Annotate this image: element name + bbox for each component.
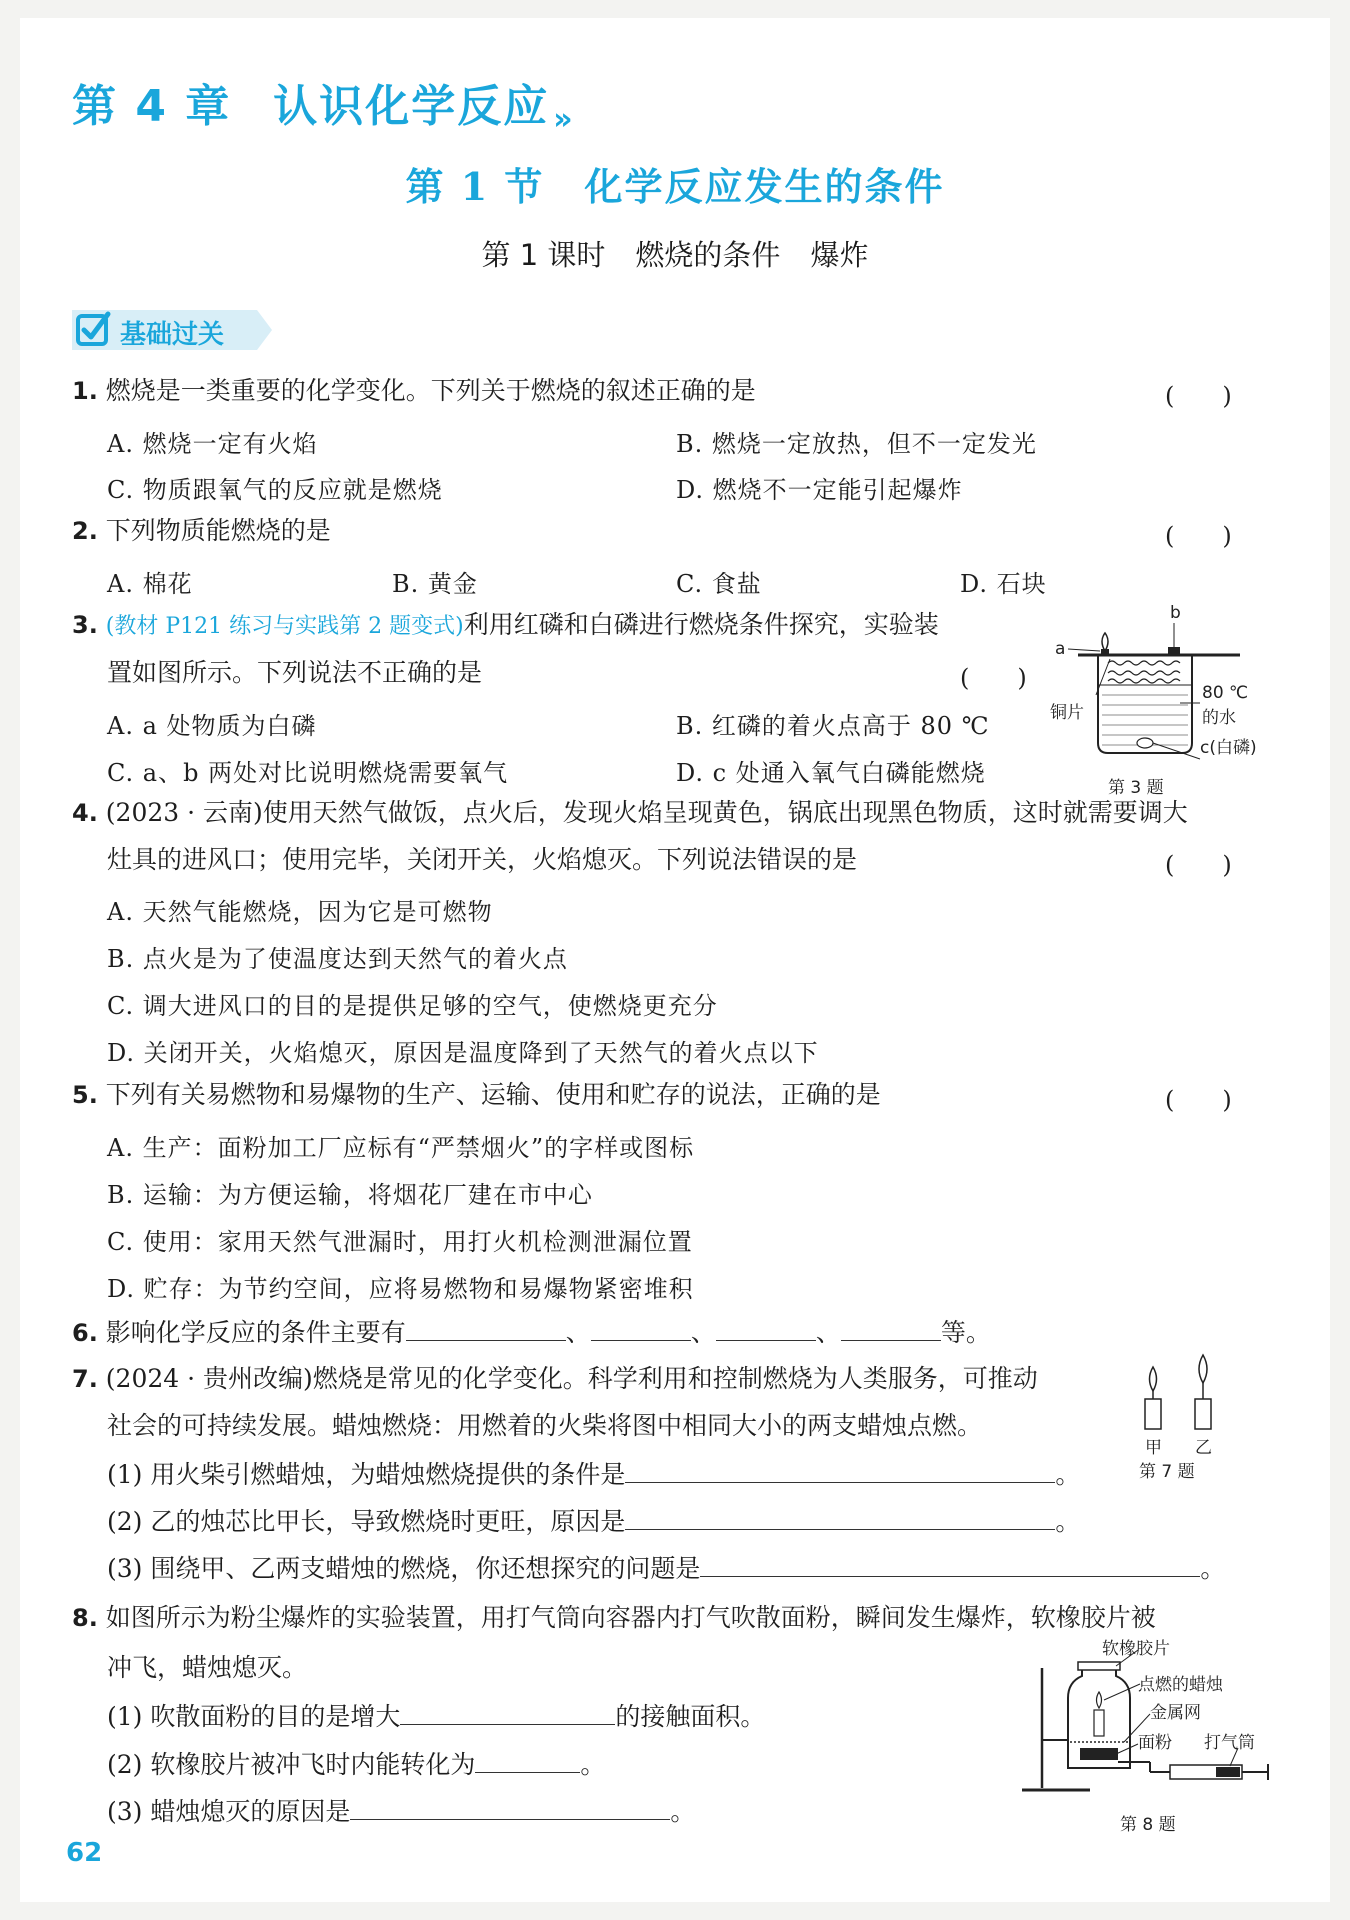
option-b: B. 燃烧一定放热，但不一定发光 [676, 430, 1037, 458]
label-a: a [1055, 639, 1066, 659]
section-heading [20, 156, 1330, 211]
figure-caption: 第 7 题 [1139, 1462, 1195, 1482]
question-5-stem [72, 1080, 881, 1110]
sub-question-text-end: 的接触面积。 [615, 1702, 766, 1731]
question-source: (教材 P121 练习与实践第 2 题变式) [105, 614, 464, 639]
period: 。 [580, 1750, 606, 1779]
question-text: 燃烧是一类重要的化学变化。下列关于燃烧的叙述正确的是 [105, 376, 756, 405]
worksheet-page [20, 18, 1330, 1902]
blank-input[interactable] [625, 1505, 1055, 1530]
page-number: 62 [66, 1838, 103, 1868]
separator: 、 [690, 1318, 716, 1347]
option-a: A. 燃烧一定有火焰 [107, 430, 318, 458]
candle-jia-icon [1145, 1367, 1161, 1429]
period: 。 [1055, 1507, 1081, 1536]
option-b: B. 黄金 [392, 570, 478, 598]
answer-paren[interactable]: ( ) [1165, 522, 1232, 550]
question-text-line2: 置如图所示。下列说法不正确的是 [107, 658, 483, 687]
sub-question-text: (1) 吹散面粉的目的是增大 [107, 1702, 401, 1731]
question-number: 8. [72, 1604, 98, 1632]
option-a: A. 天然气能燃烧，因为它是可燃物 [107, 898, 493, 926]
option-b: B. 运输：为方便运输，将烟花厂建在市中心 [107, 1181, 593, 1209]
figure-caption: 第 8 题 [1120, 1815, 1176, 1835]
sub-question-text: (3) 围绕甲、乙两支蜡烛的燃烧，你还想探究的问题是 [107, 1554, 701, 1583]
sub-question-2 [107, 1505, 1080, 1537]
question-text: 利用红磷和白磷进行燃烧条件探究，实验装 [463, 610, 939, 639]
question-text-line2: 冲飞，蜡烛熄灭。 [107, 1653, 308, 1682]
sub-question-text: (2) 乙的烛芯比甲长，导致燃烧时更旺，原因是 [107, 1507, 626, 1536]
label-lit-candle: 点燃的蜡烛 [1138, 1675, 1223, 1695]
question-number: 5. [72, 1081, 98, 1109]
lesson-title-2: 爆炸 [810, 238, 869, 272]
sub-question-1 [107, 1458, 1080, 1490]
option-d: D. 石块 [960, 570, 1047, 598]
question-text: 如图所示为粉尘爆炸的实验装置，用打气筒向容器内打气吹散面粉，瞬间发生爆炸，软橡胶片被 [105, 1603, 1156, 1632]
figure-q8-dust-explosion [1020, 1638, 1280, 1838]
answer-paren[interactable]: ( ) [960, 664, 1027, 692]
question-number: 3. [72, 611, 98, 639]
question-source: (2024 · 贵州改编) [105, 1364, 313, 1393]
section-label: 第 1 节 [405, 164, 545, 209]
sub-question-3 [107, 1552, 1225, 1584]
question-number: 6. [72, 1319, 98, 1347]
question-end: 等。 [940, 1318, 991, 1347]
option-c: C. a、b 两处对比说明燃烧需要氧气 [107, 759, 509, 787]
question-number: 2. [72, 517, 98, 545]
sub-question-text: (3) 蜡烛熄灭的原因是 [107, 1797, 351, 1826]
sub-question-3 [107, 1795, 695, 1827]
chapter-title: 认识化学反应 [273, 81, 550, 132]
question-text-line2: 社会的可持续发展。蜡烛燃烧：用燃着的火柴将图中相同大小的两支蜡烛点燃。 [107, 1411, 983, 1440]
blank-input[interactable] [700, 1552, 1200, 1577]
lesson-title-1: 燃烧的条件 [635, 238, 781, 272]
sub-question-text: (2) 软橡胶片被冲飞时内能转化为 [107, 1750, 476, 1779]
sub-question-text: (1) 用火柴引燃蜡烛，为蜡烛燃烧提供的条件是 [107, 1460, 626, 1489]
section-title: 化学反应发生的条件 [584, 164, 945, 209]
sub-question-2 [107, 1748, 605, 1780]
option-a: A. 生产：面粉加工厂应标有“严禁烟火”的字样或图标 [107, 1134, 695, 1162]
question-7-stem [72, 1364, 1038, 1394]
label-water-temp: 80 ℃ [1202, 683, 1249, 703]
period: 。 [1200, 1554, 1226, 1583]
option-b: B. 红磷的着火点高于 80 ℃ [676, 712, 990, 740]
label-metal-mesh: 金属网 [1150, 1703, 1201, 1723]
question-text: 使用天然气做饭，点火后，发现火焰呈现黄色，锅底出现黑色物质，这时就需要调大 [262, 798, 1188, 827]
sub-question-1 [107, 1700, 765, 1732]
figure-caption: 第 3 题 [1108, 778, 1164, 798]
blank-input[interactable] [591, 1316, 691, 1341]
section-badge [72, 310, 272, 350]
blank-input[interactable] [841, 1316, 941, 1341]
label-air-pump: 打气筒 [1204, 1733, 1255, 1753]
blank-input[interactable] [406, 1316, 566, 1341]
chapter-label: 第 4 章 [72, 81, 232, 132]
label-copper-plate: 铜片 [1050, 703, 1084, 723]
lesson-heading [20, 233, 1330, 274]
question-6-stem [72, 1316, 991, 1348]
label-b: b [1170, 603, 1181, 623]
question-1-stem [72, 376, 756, 406]
period: 。 [670, 1797, 696, 1826]
label-water: 的水 [1202, 708, 1236, 728]
question-text: 影响化学反应的条件主要有 [105, 1318, 406, 1347]
label-jia: 甲 [1145, 1438, 1162, 1458]
option-a: A. a 处物质为白磷 [107, 712, 317, 740]
candle-yi-icon [1195, 1355, 1211, 1429]
option-c: C. 食盐 [676, 570, 762, 598]
option-a: A. 棉花 [107, 570, 193, 598]
answer-paren[interactable]: ( ) [1165, 382, 1232, 410]
option-c: C. 使用：家用天然气泄漏时，用打火机检测泄漏位置 [107, 1228, 693, 1256]
question-8-stem [72, 1603, 1156, 1633]
question-number: 4. [72, 799, 98, 827]
candles-diagram [1125, 1353, 1235, 1463]
blank-input[interactable] [716, 1316, 816, 1341]
option-d: D. 贮存：为节约空间，应将易燃物和易爆物紧密堆积 [107, 1275, 694, 1303]
blank-input[interactable] [475, 1748, 580, 1773]
label-flour: 面粉 [1138, 1733, 1172, 1753]
question-3-stem [72, 610, 939, 642]
question-2-stem [72, 516, 331, 546]
question-source: (2023 · 云南) [105, 798, 263, 827]
option-c: C. 物质跟氧气的反应就是燃烧 [107, 476, 443, 504]
chapter-heading [72, 70, 575, 137]
option-d: D. c 处通入氧气白磷能燃烧 [676, 759, 986, 787]
option-d: D. 关闭开关，火焰熄灭，原因是温度降到了天然气的着火点以下 [107, 1039, 819, 1067]
question-number: 7. [72, 1365, 98, 1393]
answer-paren[interactable]: ( ) [1165, 851, 1232, 879]
blank-input[interactable] [350, 1795, 670, 1820]
question-text: 下列物质能燃烧的是 [105, 516, 331, 545]
answer-paren[interactable]: ( ) [1165, 1086, 1232, 1114]
question-text: 下列有关易燃物和易爆物的生产、运输、使用和贮存的说法，正确的是 [105, 1080, 881, 1109]
figure-q3-apparatus [1050, 603, 1257, 798]
double-chevron-icon: » [553, 102, 575, 137]
question-4-stem [72, 798, 1188, 828]
label-white-phosphorus: c(白磷) [1200, 738, 1257, 758]
option-d: D. 燃烧不一定能引起爆炸 [676, 476, 963, 504]
label-yi: 乙 [1195, 1438, 1212, 1458]
period: 。 [1055, 1460, 1081, 1489]
blank-input[interactable] [400, 1700, 615, 1725]
question-number: 1. [72, 377, 98, 405]
separator: 、 [565, 1318, 591, 1347]
badge-label: 基础过关 [120, 320, 225, 350]
option-b: B. 点火是为了使温度达到天然气的着火点 [107, 945, 568, 973]
option-c: C. 调大进风口的目的是提供足够的空气，使燃烧更充分 [107, 992, 718, 1020]
separator: 、 [815, 1318, 841, 1347]
label-rubber-sheet: 软橡胶片 [1102, 1639, 1170, 1659]
figure-q7-candles [1125, 1353, 1235, 1503]
question-text-line2: 灶具的进风口；使用完毕，关闭开关，火焰熄灭。下列说法错误的是 [107, 845, 858, 874]
blank-input[interactable] [625, 1458, 1055, 1483]
lesson-label: 第 1 课时 [481, 238, 606, 272]
question-text: 燃烧是常见的化学变化。科学利用和控制燃烧为人类服务，可推动 [312, 1364, 1038, 1393]
